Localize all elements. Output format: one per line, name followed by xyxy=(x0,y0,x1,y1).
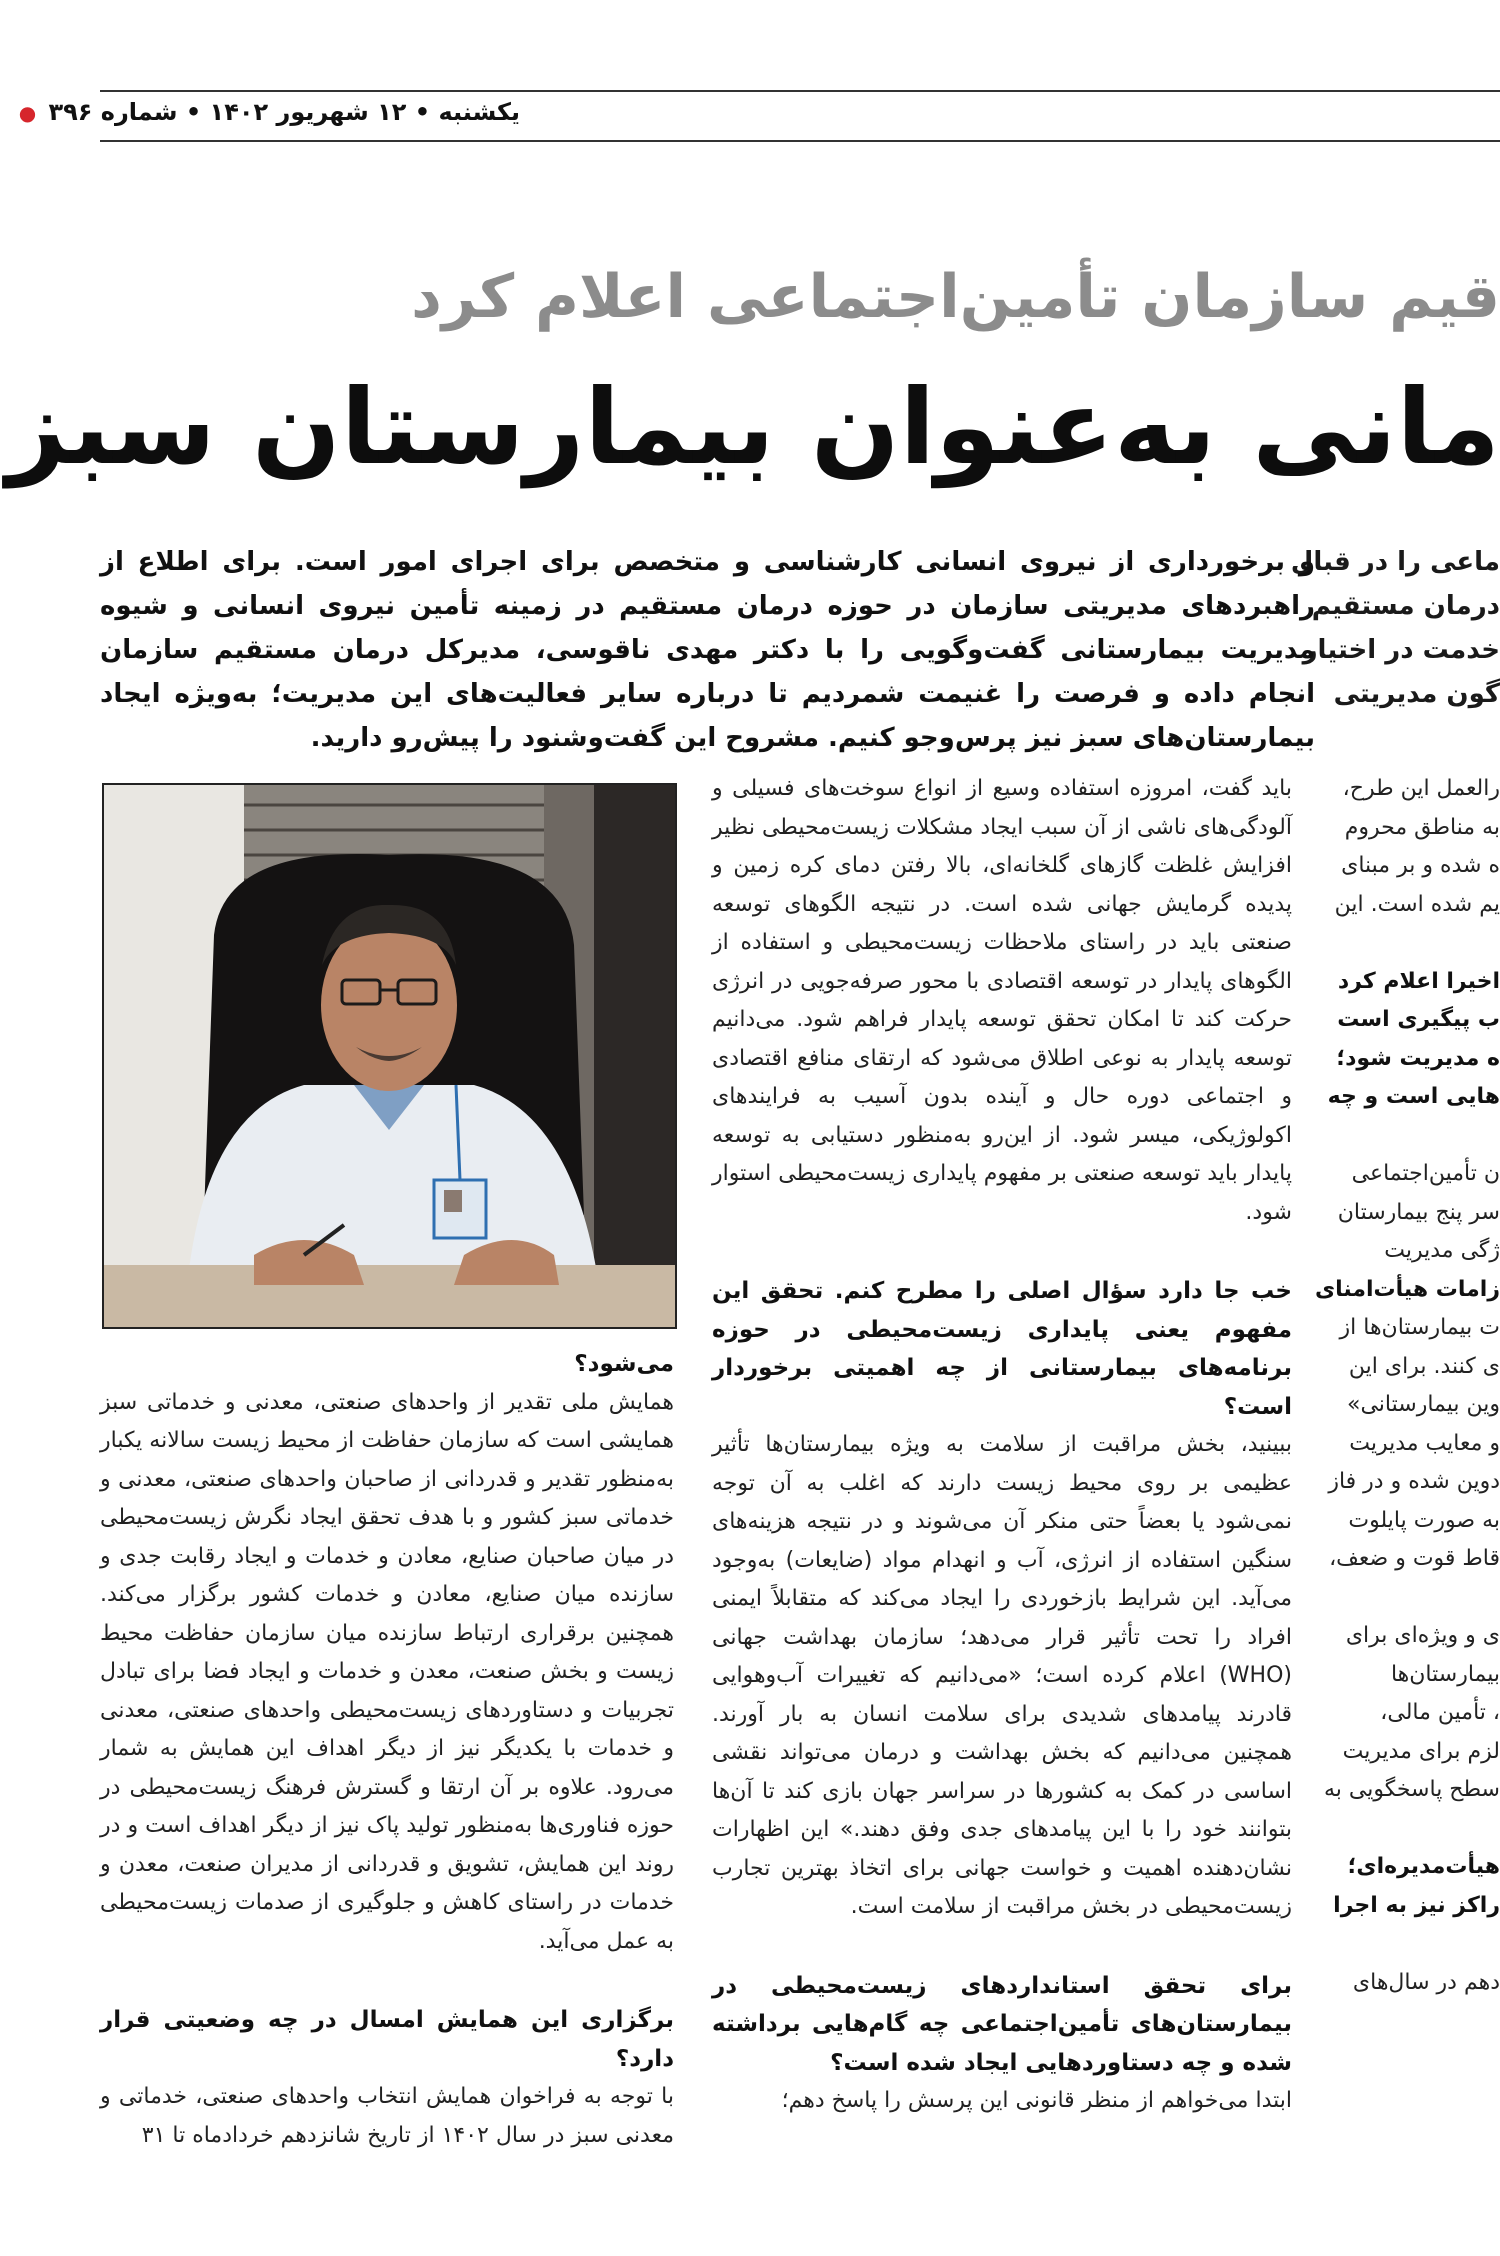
column-fragment: هایی است و چه xyxy=(1327,1084,1500,1109)
interview-question: برگزاری این همایش امسال در چه وضعیتی قرار دارد؟ xyxy=(100,2007,674,2072)
header-rule-top xyxy=(100,90,1500,92)
column-fragment: هیأت‌مدیره‌ای؛ xyxy=(1347,1854,1500,1879)
column-fragment: راکز نیز به اجرا xyxy=(1333,1892,1500,1918)
column-fragment: سطح پاسخگویی به xyxy=(1323,1777,1500,1802)
column-fragment: ی کنند. برای این xyxy=(1348,1353,1500,1379)
interview-question-tail: می‌شود؟ xyxy=(574,1351,674,1377)
column-fragment: ه شده و بر مبنای xyxy=(1341,853,1500,878)
article-lead xyxy=(100,540,1315,760)
column-fragment: به مناطق محروم xyxy=(1344,814,1500,840)
red-bullet-icon: ● xyxy=(18,101,37,125)
column-fragment: ن تأمین‌اجتماعی xyxy=(1351,1161,1500,1186)
fragment: گون مدیریتی xyxy=(1333,679,1500,709)
column-fragment: وین بیمارستانی» xyxy=(1347,1392,1500,1417)
left-column xyxy=(100,1345,674,2155)
body-paragraph: همایش ملی تقدیر از واحدهای صنعتی، معدنی و خدماتی سبز همایشی است که سازمان حفاظت از محیط زیست سالانه یکبار به‌منظور تقدیر و قدردانی از صاحبان واحدهای صنعتی، معدنی و خدماتی سبز کشور و با هدف تحقق ایجاد نگرش زیست‌محیطی در میان صاحبان صنایع، معادن و خدمات و ایجاد رقابت جدی و سازنده میان صنایع، معادن و خدمات کشور برگزار می‌کند. همچنین برقراری ارتباط سازنده میان سازمان حفاظت محیط زیست و بخش صنعت، معدن و خدمات و ایجاد فضا برای تبادل تجربیات و دستاوردهای زیست‌محیطی واحدهای صنعتی، معدنی و خدمات با یکدیگر نیز از دیگر اهداف این همایش به شمار می‌رود. علاوه بر آن ارتقا و گسترش فرهنگ زیست‌محیطی در حوزه فناوری‌ها به‌منظور تولید پاک نیز از دیگر اهداف است و در روند این همایش، تشویق و قدردانی از مدیران صنعت، معدن و خدمات در راستای کاهش و جلوگیری از صدمات زیست‌محیطی به عمل می‌آید. xyxy=(100,1389,674,1954)
interviewee-photo xyxy=(102,783,677,1329)
column-fragment: و معایب مدیریت xyxy=(1349,1430,1500,1456)
column-fragment xyxy=(1330,1579,1500,1618)
lead-paragraph: و برخورداری از نیروی انسانی کارشناسی و متخصص برای اجرای امور است. برای اطلاع از راهبردهای مدیریتی سازمان در حوزه درمان مستقیم در زمینه تأمین نیروی انسانی و شیوه مدیریت بیمارستانی گفت‌وگویی را با دکتر مهدی ناقوسی، مدیرکل درمان مستقیم سازمان انجام داده و فرصت را غنیمت شمردیم تا درباره سایر فعالیت‌های این مدیریت؛ به‌ویژه ایجاد بیمارستان‌های سبز نیز پرس‌وجو کنیم. مشروح این گفت‌وشنود را پیش‌رو دارید. xyxy=(100,547,1315,753)
column-fragment: ژگی مدیریت xyxy=(1384,1238,1500,1263)
column-fragment: ب پیگیری است xyxy=(1337,1007,1500,1032)
column-fragment: قاط قوت و ضعف، xyxy=(1329,1546,1500,1571)
fragment: درمان مستقیم xyxy=(1311,591,1500,621)
middle-column xyxy=(712,770,1292,2121)
column-fragment: دهم در سال‌های xyxy=(1352,1969,1500,1995)
column-fragment: اخیرا اعلام کرد xyxy=(1337,968,1500,994)
fragment: خدمت در اختیار xyxy=(1302,635,1500,665)
column-fragment: ی و ویژه‌ای برای xyxy=(1345,1623,1500,1648)
column-fragment xyxy=(1330,1925,1500,1964)
fragment: ماعی را در قبال xyxy=(1290,547,1500,577)
right-column xyxy=(1314,770,1500,2002)
interview-question: خب جا دارد سؤال اصلی را مطرح کنم. تحقق این مفهوم یعنی پایداری زیست‌محیطی در حوزه برنامه‌های بیمارستانی از چه اهمیتی برخوردار است؟ xyxy=(712,1278,1292,1420)
column-fragment xyxy=(1330,1117,1500,1156)
header-rule-bottom xyxy=(100,140,1500,142)
right-column-lead xyxy=(1290,540,1500,716)
issue-date-number: یکشنبه • ۱۲ شهریور ۱۴۰۲ • شماره ۳۹۶ xyxy=(48,98,520,126)
body-paragraph: با توجه به فراخوان همایش انتخاب واحدهای صنعتی، خدماتی و معدنی سبز در سال ۱۴۰۲ از تاریخ شانزدهم خردادماه تا ۳۱ xyxy=(100,2084,674,2148)
column-fragment xyxy=(1330,924,1500,963)
column-fragment: ، تأمین مالی، xyxy=(1380,1700,1500,1725)
column-fragment: به صورت پایلوت xyxy=(1348,1507,1500,1533)
column-fragment: دوین شده و در فاز xyxy=(1328,1469,1500,1494)
article-kicker: قیم سازمان تأمین‌اجتماعی اعلام کرد xyxy=(411,262,1500,332)
column-fragment: رالعمل این طرح، xyxy=(1342,776,1500,801)
column-fragment xyxy=(1330,1810,1500,1849)
column-fragment: زامات هیأت‌امنای xyxy=(1314,1276,1500,1302)
column-fragment: لزم برای مدیریت xyxy=(1342,1738,1500,1764)
column-fragment: سر پنج بیمارستان xyxy=(1337,1199,1500,1225)
issue-info xyxy=(18,98,520,136)
column-fragment: بیمارستان‌ها xyxy=(1390,1661,1500,1687)
body-paragraph: باید گفت، امروزه استفاده وسیع از انواع سوخت‌های فسیلی و آلودگی‌های ناشی از آن سبب ایجاد مشکلات زیست‌محیطی نظیر افزایش غلظت گازهای گلخانه‌ای، بالا رفتن دمای کره زمین و پدیده گرمایش جهانی شده است. در نتیجه الگوهای توسعه صنعتی باید در راستای ملاحظات زیست‌محیطی و استفاده از الگوهای پایدار در توسعه اقتصادی با محور صرفه‌جویی در انرژی حرکت کند تا امکان تحقق توسعه پایدار فراهم شود. می‌دانیم توسعه پایدار به نوعی اطلاق می‌شود که ارتقای منافع اقتصادی و اجتماعی دوره حال و آینده بدون آسیب به فرایندهای اکولوژیکی، میسر شود. از این‌رو به‌منظور دستیابی به توسعه پایدار باید توسعه صنعتی بر مفهوم پایداری زیست‌محیطی استوار شود. xyxy=(712,776,1292,1225)
column-fragment: یم شده است. این xyxy=(1334,891,1500,917)
article-headline: مانی به‌عنوان بیمارستان سبز xyxy=(6,366,1500,488)
column-fragment: ت بیمارستان‌ها از xyxy=(1339,1315,1500,1340)
body-paragraph: ابتدا می‌خواهم از منظر قانونی این پرسش را پاسخ دهم؛ xyxy=(781,2088,1292,2113)
interview-question: برای تحقق استانداردهای زیست‌محیطی در بیمارستان‌های تأمین‌اجتماعی چه گام‌هایی برداشته شده و چه دستاوردهایی ایجاد شده است؟ xyxy=(712,1972,1292,2076)
column-fragment: ه مدیریت شود؛ xyxy=(1336,1045,1500,1071)
portrait-illustration xyxy=(104,785,675,1327)
body-paragraph: ببینید، بخش مراقبت از سلامت به ویژه بیمارستان‌ها تأثیر عظیمی بر روی محیط زیست دارند که اغلب به آن توجه نمی‌شود یا بعضاً حتی منکر آن می‌شوند و در نتیجه هزینه‌های سنگین استفاده از انرژی، آب و انهدام مواد (ضایعات) به‌وجود می‌آید. این شرایط بازخوردی را ایجاد می‌کند که متقابلاً ایمنی افراد را تحت تأثیر قرار می‌دهد؛ سازمان بهداشت جهانی (WHO) اعلام کرده است؛ «می‌دانیم که تغییرات آب‌وهوایی قادرند پیامدهای شدیدی برای سلامت انسان به بار آورند. همچنین می‌دانیم که بخش بهداشت و درمان می‌تواند نقشی اساسی در کمک به کشورها در سراسر جهان بازی کند تا آن‌ها بتوانند خود را با این پیامدهای جدی وفق دهند.» این اظهارات نشان‌دهنده اهمیت و خواست جهانی برای اتخاذ بهترین تجارب زیست‌محیطی در بخش مراقبت از سلامت است. xyxy=(712,1432,1292,1919)
